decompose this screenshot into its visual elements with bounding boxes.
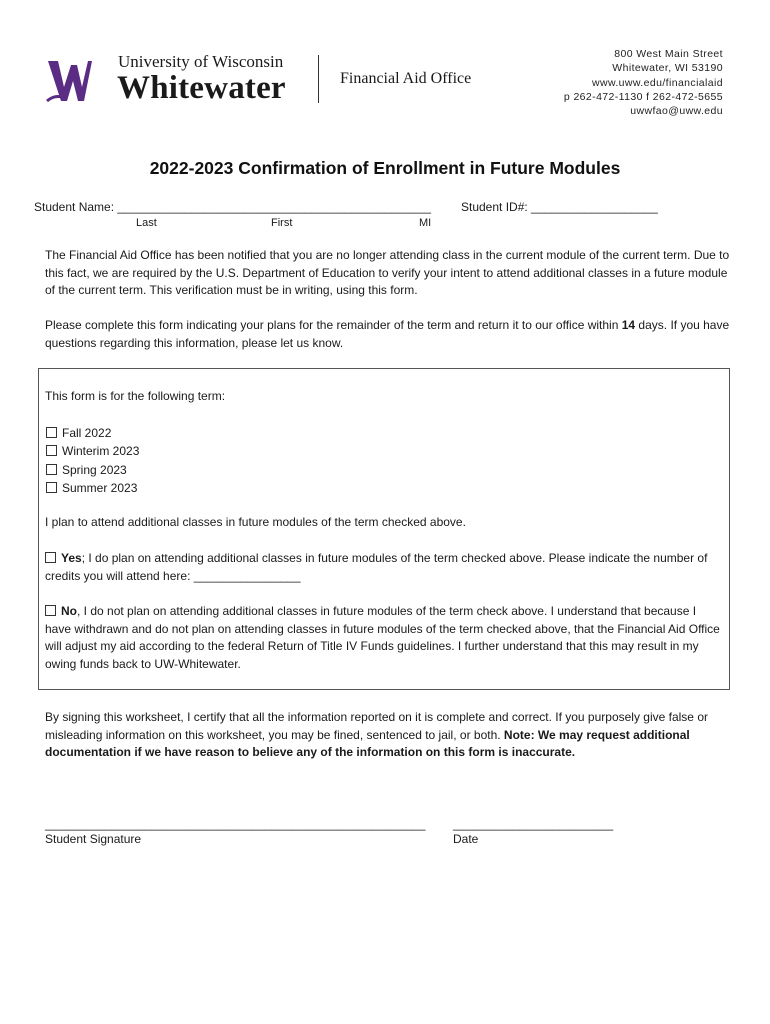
phone-fax: p 262-472-1130 f 262-472-5655 [563,90,723,103]
student-name-field[interactable]: Student Name: _______________________________________________ [34,200,432,214]
checkbox-icon[interactable] [45,605,56,616]
plan-statement: I plan to attend additional classes in future modules of the term checked above. [45,515,466,529]
intro-paragraph-1: The Financial Aid Office has been notified that you are no longer attending class in the current module of the current term. Due to this fact, we are required by the U.S. Department of Education to verify your intent to attend additional classes in a future module of the current term. This verification must be in writing, using this form. [45,248,730,297]
term-label: Spring 2023 [62,462,127,477]
certification-text: By signing this worksheet, I certify that all the information reported on it is complete and correct. If you purposely give false or misleading information on this worksheet, you may be fined, sentenced to jail, or both. [45,710,708,742]
no-label: No [61,604,77,618]
checkbox-icon[interactable] [46,427,57,438]
contact-block [564,47,723,118]
intro-p2-text-a: Please complete this form indicating your plans for the remainder of the term and return it to our office within [45,318,622,332]
signature-label: Student Signature [45,832,142,846]
checkbox-icon[interactable] [46,464,57,475]
campus-name: Whitewater [117,70,286,106]
term-label: Winterim 2023 [62,444,140,459]
header-divider [318,55,319,103]
intro-paragraph-2 [45,317,735,352]
no-option[interactable] [45,603,725,673]
term-option-spring[interactable] [46,461,139,479]
signature-line[interactable]: _________________________________________________________ [45,817,426,831]
term-option-summer[interactable] [46,479,139,497]
address-line-1: 800 West Main Street [614,48,723,60]
date-line[interactable]: ________________________ [453,817,614,831]
yes-label: Yes [61,551,82,565]
no-text: , I do not plan on attending additional classes in future modules of the term check above. I understand that because I have withdrawn and do not plan on attending classes in future modules of the term checked above, that the Financial Aid Office will adjust my aid according to the federal Return of Title IV Funds guidelines. I further understand that this may result in my owing funds back to UW-Whitewater. [45,604,720,671]
student-id-field[interactable]: Student ID#: ___________________ [461,200,658,214]
term-label: Summer 2023 [62,480,138,495]
certification-note: Note: We may request additional documentation if we have reason to believe any of the information on this form is inaccurate. [45,727,690,759]
term-checkbox-list [46,424,139,497]
office-name: Financial Aid Office [340,70,472,87]
name-sublabel-mi: MI [419,217,432,229]
term-prompt: This form is for the following term: [45,389,226,403]
intro-p2-text-b: days. If you have questions regarding this information, please let us know. [45,318,730,350]
website-link[interactable]: www.uww.edu/financialaid [591,76,723,89]
checkbox-icon[interactable] [46,445,57,456]
checkbox-icon[interactable] [45,552,56,563]
yes-text: ; I do plan on attending additional classes in future modules of the term checked above. Please indicate the number of credits you will attend here: ________________ [45,551,708,583]
term-option-fall[interactable] [46,424,139,442]
term-option-winterim[interactable] [46,442,139,460]
checkbox-icon[interactable] [46,482,57,493]
return-days: 14 [621,318,636,332]
name-sublabel-first: First [271,217,293,229]
name-sublabel-last: Last [136,217,157,229]
university-name: University of Wisconsin [118,52,284,71]
term-label: Fall 2022 [62,426,112,440]
email-link[interactable]: uwwfao@uww.edu [630,105,723,118]
address-line-2: Whitewater, WI 53190 [612,62,723,75]
yes-option[interactable] [45,550,725,585]
page-title: 2022-2023 Confirmation of Enrollment in Future Modules [149,158,621,178]
uww-logo-icon [44,57,94,105]
certification-paragraph [45,709,730,762]
date-label: Date [453,832,479,846]
